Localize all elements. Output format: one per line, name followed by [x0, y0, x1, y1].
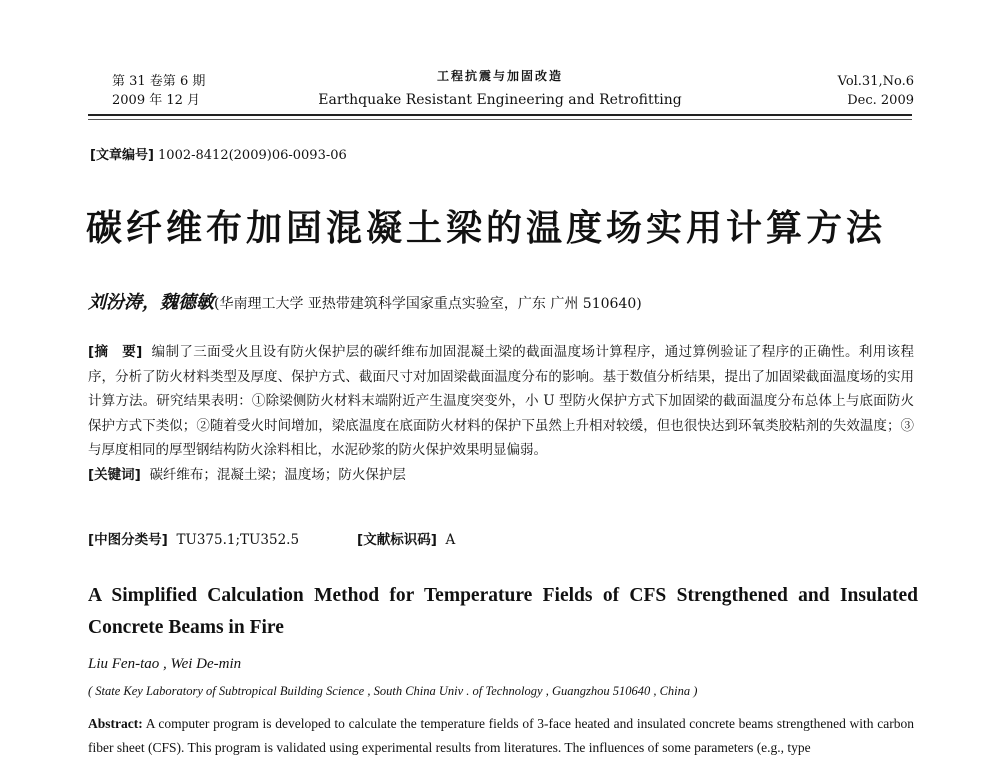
- volume-info: [838, 72, 914, 110]
- keywords-label-cn: [关键词]: [88, 466, 141, 483]
- issue-info: [112, 72, 205, 110]
- clc-label: [中图分类号]: [88, 532, 168, 548]
- abstract-text-en: A computer program is developed to calculate the temperature fields of 3-face heated and insulated concrete beams strengthened with carbon fiber sheet (CFS). This program is validated using experimental results from literatures. The influences of some parameters (e.g., type: [88, 716, 914, 755]
- abstract-text-cn: 编制了三面受火且设有防火保护层的碳纤维布加固混凝土梁的截面温度场计算程序，通过算例验证了程序的正确性。利用该程序，分析了防火材料类型及厚度、保护方式、截面尺寸对加固梁截面温度分布的影响。基于数值分析结果，提出了加固梁截面温度场的实用计算方法。研究结果表明：①除梁侧防火材料末端附近产生温度突变外，小 U 型防火保护方式下加固梁的截面温度分布总体上与底面防火保护方式下类似；②随着受火时间增加，梁底温度在底面防火材料的保护下虽然上升相对较缓，但也很快达到环氧类胶粘剂的失效温度；③与厚度相同的厚型钢结构防火涂料相比，水泥砂浆的防火保护效果明显偏弱。: [88, 344, 914, 458]
- issue-date-cn: 2009 年 12 月: [112, 93, 201, 108]
- journal-title: [300, 68, 700, 112]
- header-rule-thick: [88, 114, 912, 116]
- keywords-cn: [88, 463, 914, 488]
- volume-number: Vol.31,No.6: [837, 74, 914, 89]
- clc-value: TU375.1;TU352.5: [176, 532, 300, 548]
- journal-title-en: Earthquake Resistant Engineering and Retrofitting: [318, 92, 682, 108]
- doc-code-value: A: [445, 532, 456, 548]
- journal-title-cn: 工程抗震与加固改造: [436, 69, 563, 83]
- doc-code-label: [文献标识码]: [357, 532, 437, 548]
- abstract-cn: [88, 340, 914, 487]
- abstract-label-en: Abstract:: [88, 716, 143, 731]
- header-rule-thin: [88, 119, 912, 120]
- abstract-label-cn: [摘 要]: [88, 344, 143, 360]
- keywords-text-cn: 碳纤维布；混凝土梁；温度场；防火保护层: [149, 466, 406, 483]
- article-number: [90, 144, 347, 163]
- issue-date-en: Dec. 2009: [847, 93, 914, 108]
- article-number-label: [文章编号]: [90, 148, 154, 163]
- author-names-cn: 刘汾涛，魏德敏: [88, 292, 214, 313]
- paper-title-en: A Simplified Calculation Method for Temperature Fields of CFS Strengthened and Insulated Concrete Beams in Fire: [88, 585, 918, 638]
- abstract-en: [88, 712, 914, 760]
- paper-title-cn: 碳纤维布加固混凝土梁的温度场实用计算方法: [86, 208, 887, 249]
- authors-en: Liu Fen-tao , Wei De-min: [88, 656, 242, 672]
- affiliation-en: ( State Key Laboratory of Subtropical Building Science , South China Univ . of Technology , Guangzhou 510640 , China ): [88, 684, 698, 698]
- issue-volume-number: 第 31 卷第 6 期: [112, 74, 206, 89]
- affiliation-cn: (华南理工大学 亚热带建筑科学国家重点实验室，广东 广州 510640): [214, 296, 642, 312]
- authors-cn: [88, 288, 642, 314]
- article-number-value: 1002-8412(2009)06-0093-06: [158, 148, 347, 163]
- classification-line: [88, 528, 455, 548]
